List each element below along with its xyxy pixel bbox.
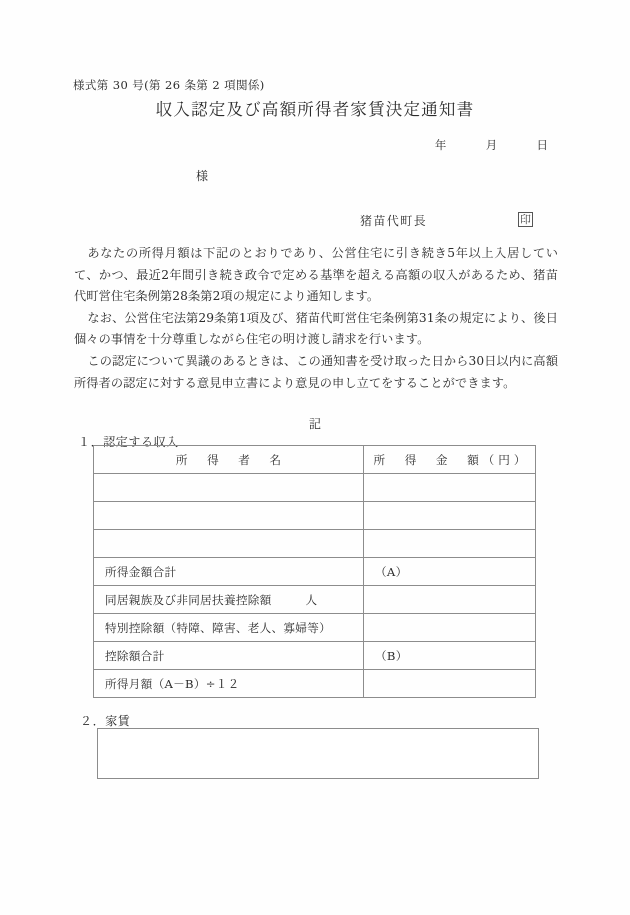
row-value-special-deduction[interactable]: [364, 614, 536, 642]
table-row[interactable]: [94, 502, 536, 530]
table-row: [94, 586, 536, 614]
income-amount-input-1[interactable]: [364, 474, 536, 502]
rent-amount-box[interactable]: [97, 728, 539, 779]
date-month-label: 月: [485, 138, 498, 152]
table-header-row: [94, 446, 536, 474]
date-year-label: 年: [434, 138, 447, 152]
addressee-honorific: 様: [196, 169, 209, 183]
section-2-heading: ２．家賃: [80, 714, 131, 728]
date-line: [435, 137, 548, 153]
row-label-special-deduction: 特別控除額（特障、障害、老人、寡婦等）: [94, 614, 364, 642]
table-row[interactable]: [94, 474, 536, 502]
body-text: [74, 243, 558, 394]
section-1-heading: １．認定する収入: [78, 435, 179, 449]
row-label-deduction-total: 控除額合計: [94, 642, 364, 670]
row-value-income-total[interactable]: （A）: [364, 558, 536, 586]
row-value-deduction-total[interactable]: （B）: [364, 642, 536, 670]
issuer-name: 猪苗代町長: [360, 214, 428, 228]
row-value-dependent-deduction[interactable]: [364, 586, 536, 614]
form-number: 様式第 30 号(第 26 条第 2 項関係): [73, 78, 265, 92]
date-day-label: 日: [536, 138, 548, 152]
body-paragraph-1: あなたの所得月額は下記のとおりであり、公営住宅に引き続き5年以上入居していて、かつ、最近2年間引き続き政令で定める基準を超える高額の収入があるため、猪苗代町営住宅条例第28条第2項の規定により通知します。: [74, 246, 558, 304]
column-header-income-amount: 所 得 金 額（円）: [364, 446, 536, 474]
row-value-monthly-income[interactable]: [364, 670, 536, 698]
page-title: 収入認定及び高額所得者家賃決定通知書: [155, 100, 475, 119]
table-row: [94, 670, 536, 698]
row-label-income-total: 所得金額合計: [94, 558, 364, 586]
body-paragraph-3: この認定について異議のあるときは、この通知書を受け取った日から30日以内に高額所得者の認定に対する意見申立書により意見の申し立てをすることができます。: [74, 353, 558, 390]
income-table: [93, 445, 536, 698]
earner-name-input-3[interactable]: [94, 530, 364, 558]
table-row: [94, 558, 536, 586]
income-amount-input-2[interactable]: [364, 502, 536, 530]
income-amount-input-3[interactable]: [364, 530, 536, 558]
earner-name-input-2[interactable]: [94, 502, 364, 530]
dependent-deduction-text: 同居親族及び非同居扶養控除額: [105, 592, 272, 607]
dependent-count-unit: 人: [305, 592, 318, 607]
ki-marker: 記: [308, 417, 322, 431]
earner-name-input-1[interactable]: [94, 474, 364, 502]
row-label-monthly-income: 所得月額（A－B）÷１２: [94, 670, 364, 698]
table-row: [94, 642, 536, 670]
body-paragraph-2: なお、公営住宅法第29条第1項及び、猪苗代町営住宅条例第31条の規定により、後日個々の事情を十分尊重しながら住宅の明け渡し請求を行います。: [74, 310, 558, 347]
table-row[interactable]: [94, 530, 536, 558]
table-row: [94, 614, 536, 642]
seal-stamp-icon: 印: [520, 213, 531, 226]
column-header-earner-name: 所 得 者 名: [94, 446, 364, 474]
row-label-dependent-deduction: [94, 586, 364, 614]
